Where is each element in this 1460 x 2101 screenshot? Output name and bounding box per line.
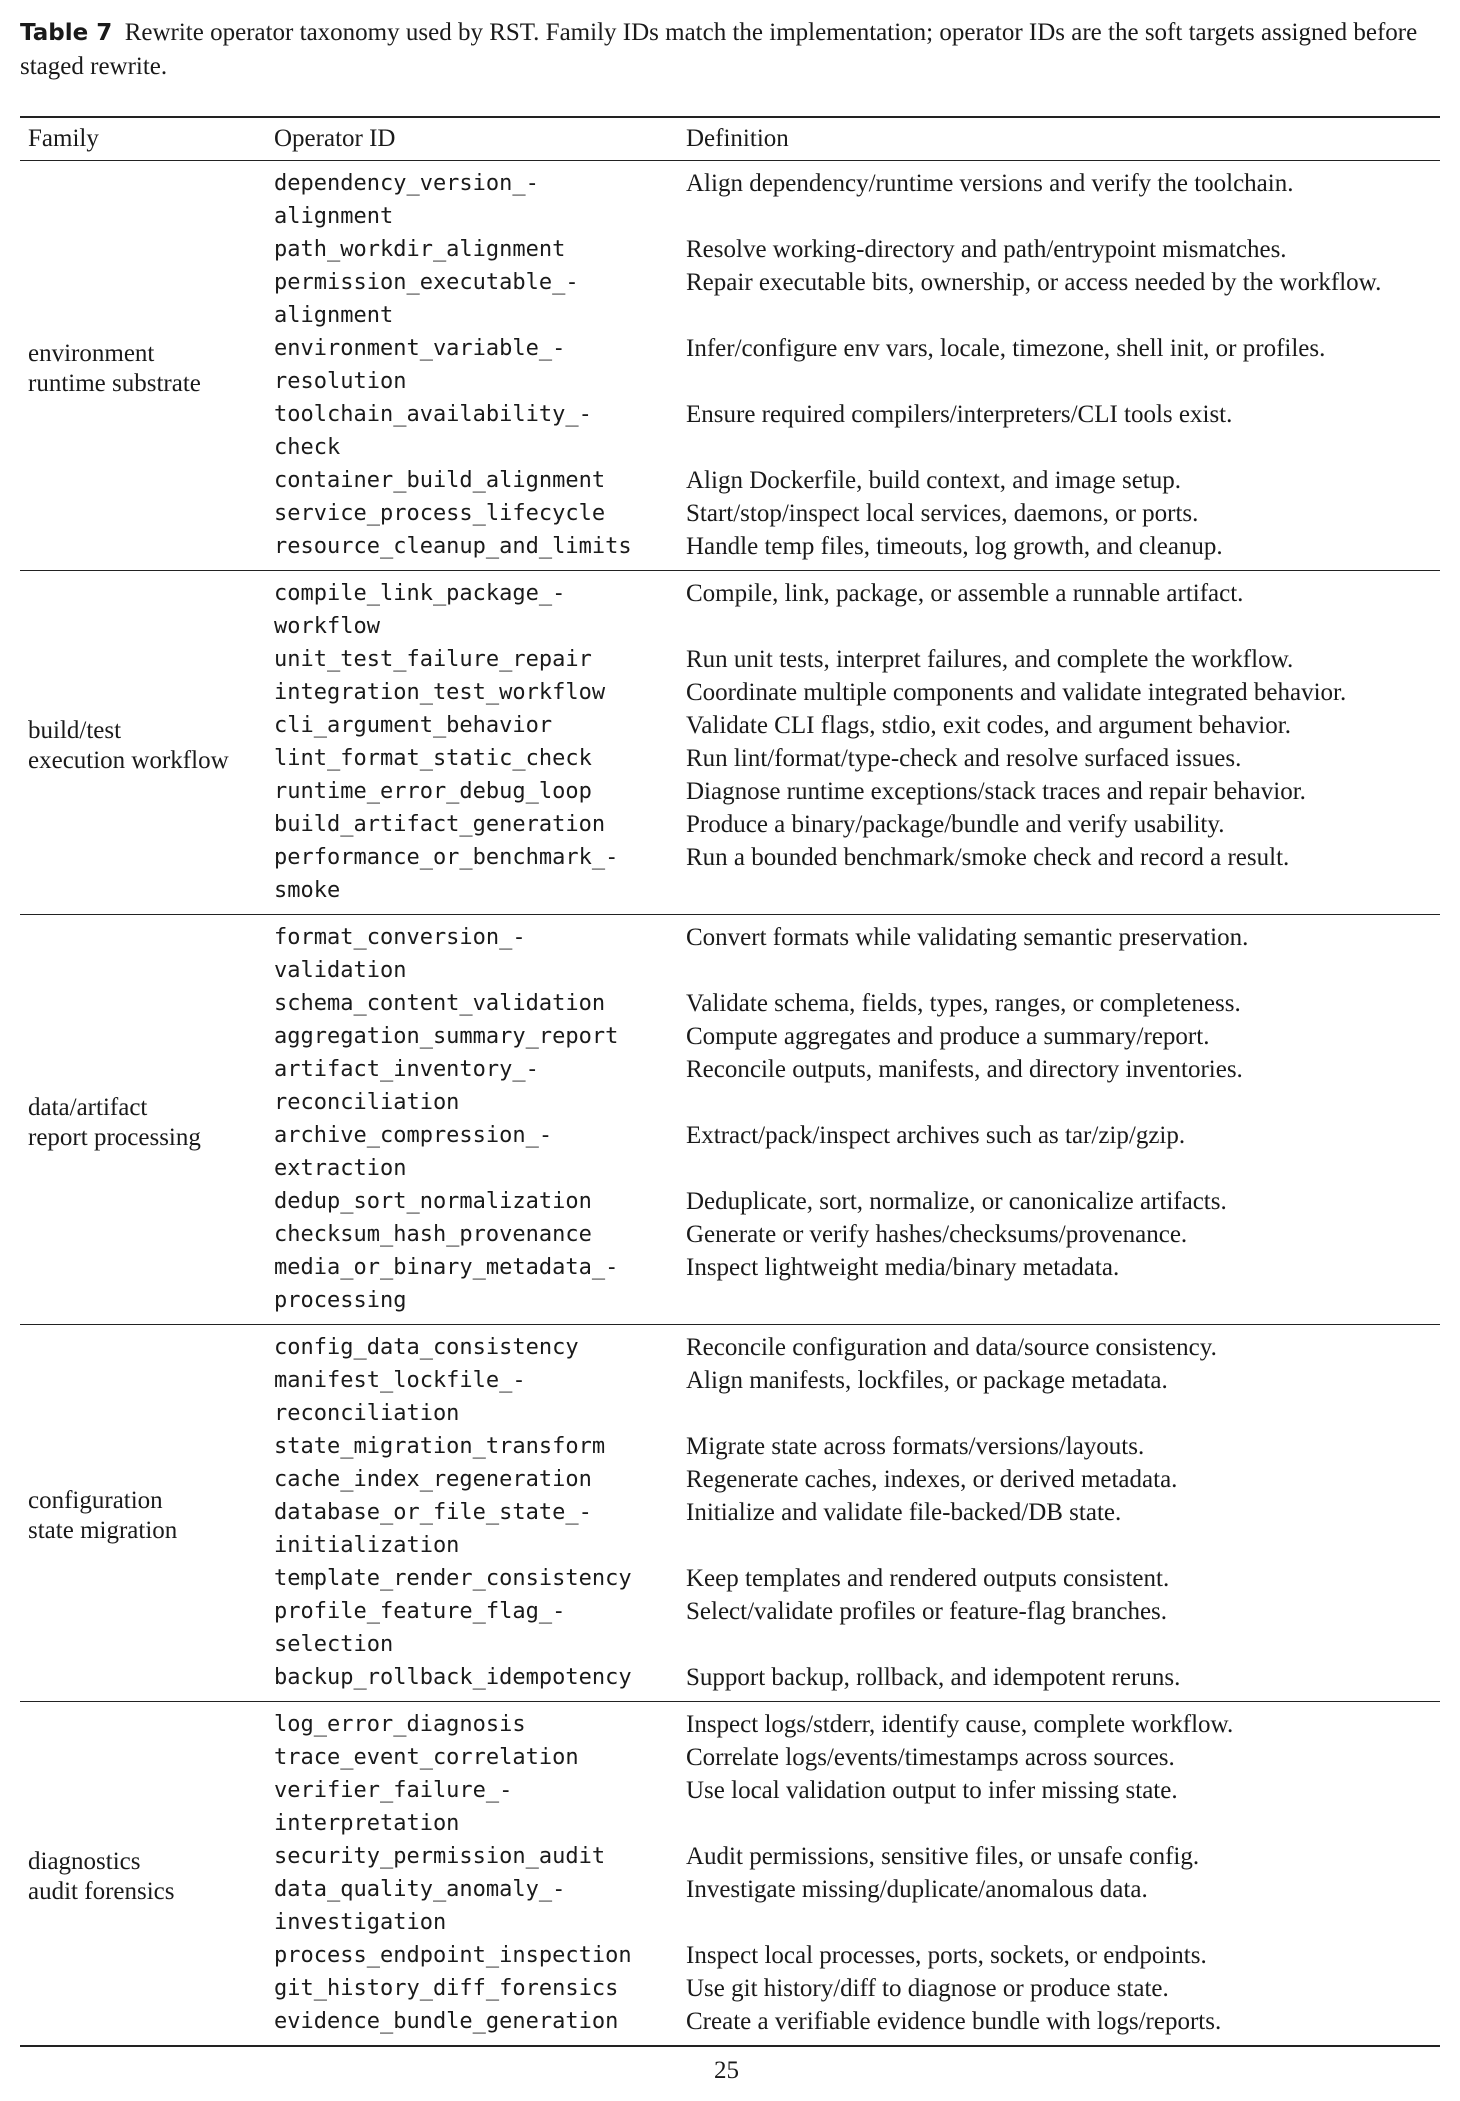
family-label: report processing	[28, 1123, 201, 1151]
operator-id-cell	[266, 266, 678, 332]
family-group	[20, 1702, 1440, 2047]
definition-cell: Initialize and validate file-backed/DB state.	[686, 1499, 1122, 1526]
definition-cell: Use local validation output to infer missing state.	[686, 1777, 1178, 1804]
operator-id-cell	[266, 841, 678, 915]
family-cell	[20, 161, 266, 571]
caption-text: Rewrite operator taxonomy used by RST. Family IDs match the implementation; operator IDs are the soft targets assigned before staged rewrite.	[20, 19, 1418, 80]
definition-cell: Support backup, rollback, and idempotent reruns.	[686, 1664, 1181, 1691]
operator-id-line: data_quality_anomaly_-	[274, 1877, 566, 1902]
operator-id-line: dedup_sort_normalization	[274, 1189, 592, 1214]
family-group	[20, 571, 1440, 915]
table-header	[20, 117, 1440, 161]
operator-id-line: archive_compression_-	[274, 1123, 553, 1148]
operator-id-line: resolution	[274, 369, 407, 394]
family-group	[20, 161, 1440, 571]
definition-cell: Create a verifiable evidence bundle with logs/reports.	[686, 2008, 1222, 2035]
operator-id-cell	[266, 1595, 678, 1661]
definition-cell: Deduplicate, sort, normalize, or canonicalize artifacts.	[686, 1188, 1227, 1215]
operator-id-line: environment_variable_-	[274, 336, 566, 361]
operator-id-cell	[266, 1325, 678, 1365]
table-row	[20, 1325, 1440, 1365]
operator-id-line: media_or_binary_metadata_-	[274, 1255, 619, 1280]
family-cell	[20, 1702, 266, 2047]
operator-id-line: template_render_consistency	[274, 1566, 632, 1591]
operator-id-line: artifact_inventory_-	[274, 1057, 539, 1082]
definition-cell: Inspect local processes, ports, sockets, or endpoints.	[686, 1942, 1207, 1969]
operator-id-cell	[266, 742, 678, 775]
operator-id-cell	[266, 2005, 678, 2046]
table-row	[20, 571, 1440, 644]
operator-id-cell	[266, 1939, 678, 1972]
operator-id-cell	[266, 233, 678, 266]
family-group	[20, 1325, 1440, 1702]
operator-id-cell	[266, 1430, 678, 1463]
operator-id-line: unit_test_failure_repair	[274, 647, 592, 672]
definition-cell: Audit permissions, sensitive files, or unsafe config.	[686, 1843, 1200, 1870]
operator-id-line: permission_executable_-	[274, 270, 579, 295]
definition-cell: Handle temp files, timeouts, log growth, and cleanup.	[686, 533, 1223, 560]
operator-id-line: checksum_hash_provenance	[274, 1222, 592, 1247]
operator-id-cell	[266, 530, 678, 571]
operator-id-cell	[266, 1364, 678, 1430]
operator-id-line: config_data_consistency	[274, 1335, 579, 1360]
family-cell	[20, 1325, 266, 1702]
operator-id-cell	[266, 1251, 678, 1325]
operator-id-line: trace_event_correlation	[274, 1745, 579, 1770]
operator-id-line: extraction	[274, 1156, 407, 1181]
operator-id-line: verifier_failure_-	[274, 1778, 513, 1803]
operator-id-cell	[266, 332, 678, 398]
operator-id-line: lint_format_static_check	[274, 746, 592, 771]
operator-id-line: integration_test_workflow	[274, 680, 606, 705]
operator-id-line: cache_index_regeneration	[274, 1467, 592, 1492]
definition-cell: Migrate state across formats/versions/layouts.	[686, 1433, 1145, 1460]
family-label: data/artifact	[28, 1093, 148, 1121]
operator-id-cell	[266, 1185, 678, 1218]
operator-id-line: profile_feature_flag_-	[274, 1599, 566, 1624]
operator-id-line: reconciliation	[274, 1401, 460, 1426]
definition-cell: Align Dockerfile, build context, and image setup.	[686, 467, 1182, 494]
operator-id-cell	[266, 1840, 678, 1873]
definition-cell: Ensure required compilers/interpreters/CLI tools exist.	[686, 401, 1233, 428]
definition-cell: Investigate missing/duplicate/anomalous data.	[686, 1876, 1148, 1903]
operator-id-line: check	[274, 435, 341, 460]
family-label: runtime substrate	[28, 369, 201, 397]
operator-id-cell	[266, 1562, 678, 1595]
operator-id-line: toolchain_availability_-	[274, 402, 592, 427]
definition-cell: Run lint/format/type-check and resolve surfaced issues.	[686, 745, 1242, 772]
definition-cell: Coordinate multiple components and validate integrated behavior.	[686, 679, 1347, 706]
header-operator-id: Operator ID	[274, 125, 396, 152]
operator-id-line: compile_link_package_-	[274, 581, 566, 606]
table-caption	[20, 16, 1440, 83]
operator-id-cell	[266, 1463, 678, 1496]
operator-id-cell	[266, 1873, 678, 1939]
operator-id-line: path_workdir_alignment	[274, 237, 566, 262]
operator-id-cell	[266, 398, 678, 464]
operator-id-line: backup_rollback_idempotency	[274, 1665, 632, 1690]
operator-id-line: git_history_diff_forensics	[274, 1976, 619, 2001]
operator-id-cell	[266, 464, 678, 497]
operator-id-cell	[266, 987, 678, 1020]
definition-cell: Extract/pack/inspect archives such as tar/zip/gzip.	[686, 1122, 1186, 1149]
operator-id-line: dependency_version_-	[274, 171, 539, 196]
definition-cell: Inspect lightweight media/binary metadata.	[686, 1254, 1120, 1281]
definition-cell: Align manifests, lockfiles, or package metadata.	[686, 1367, 1168, 1394]
operator-id-cell	[266, 676, 678, 709]
operator-id-line: smoke	[274, 878, 341, 903]
definition-cell: Compile, link, package, or assemble a runnable artifact.	[686, 580, 1244, 607]
operator-id-cell	[266, 775, 678, 808]
family-label: build/test	[28, 716, 122, 744]
definition-cell: Validate CLI flags, stdio, exit codes, and argument behavior.	[686, 712, 1291, 739]
family-label: environment	[28, 339, 155, 367]
operator-id-line: resource_cleanup_and_limits	[274, 534, 632, 559]
operator-id-line: alignment	[274, 303, 394, 328]
caption-label: Table 7	[20, 20, 113, 46]
operator-id-line: state_migration_transform	[274, 1434, 606, 1459]
operator-id-line: log_error_diagnosis	[274, 1712, 526, 1737]
operator-taxonomy-table	[20, 116, 1440, 2047]
operator-id-line: runtime_error_debug_loop	[274, 779, 592, 804]
operator-id-cell	[266, 1218, 678, 1251]
definition-cell: Use git history/diff to diagnose or produce state.	[686, 1975, 1169, 2002]
family-label: configuration	[28, 1487, 163, 1514]
operator-id-line: process_endpoint_inspection	[274, 1943, 632, 1968]
table-row	[20, 161, 1440, 234]
family-label: audit forensics	[28, 1877, 175, 1905]
definition-cell: Run unit tests, interpret failures, and complete the workflow.	[686, 646, 1294, 673]
header-definition: Definition	[686, 125, 789, 152]
table-row	[20, 915, 1440, 988]
operator-id-cell	[266, 1020, 678, 1053]
operator-id-line: validation	[274, 958, 407, 983]
definition-cell: Run a bounded benchmark/smoke check and record a result.	[686, 844, 1290, 871]
definition-cell: Correlate logs/events/timestamps across sources.	[686, 1744, 1175, 1771]
definition-cell: Inspect logs/stderr, identify cause, complete workflow.	[686, 1711, 1234, 1738]
table-row	[20, 1702, 1440, 1742]
operator-id-line: format_conversion_-	[274, 925, 526, 950]
definition-cell: Infer/configure env vars, locale, timezone, shell init, or profiles.	[686, 335, 1326, 362]
family-label: execution workflow	[28, 746, 229, 774]
operator-id-cell	[266, 709, 678, 742]
definition-cell: Produce a binary/package/bundle and verify usability.	[686, 811, 1225, 838]
operator-id-cell	[266, 808, 678, 841]
family-group	[20, 915, 1440, 1325]
operator-id-cell	[266, 1702, 678, 1742]
operator-id-cell	[266, 1972, 678, 2005]
page-number: 25	[714, 2057, 739, 2084]
operator-id-cell	[266, 1661, 678, 1702]
definition-cell: Regenerate caches, indexes, or derived metadata.	[686, 1466, 1178, 1493]
operator-id-cell	[266, 1496, 678, 1562]
operator-id-line: selection	[274, 1632, 394, 1657]
operator-id-cell	[266, 1053, 678, 1119]
family-label: state migration	[28, 1517, 178, 1544]
operator-id-cell	[266, 497, 678, 530]
definition-cell: Start/stop/inspect local services, daemons, or ports.	[686, 500, 1199, 527]
operator-id-cell	[266, 643, 678, 676]
operator-id-line: reconciliation	[274, 1090, 460, 1115]
family-label: diagnostics	[28, 1847, 141, 1875]
operator-id-line: initialization	[274, 1533, 460, 1558]
operator-id-line: workflow	[274, 614, 380, 639]
operator-id-line: service_process_lifecycle	[274, 501, 606, 526]
operator-id-line: build_artifact_generation	[274, 812, 606, 837]
operator-id-line: schema_content_validation	[274, 991, 606, 1016]
operator-id-cell	[266, 1774, 678, 1840]
operator-id-line: alignment	[274, 204, 394, 229]
operator-id-line: aggregation_summary_report	[274, 1024, 619, 1049]
definition-cell: Reconcile configuration and data/source consistency.	[686, 1334, 1217, 1361]
operator-id-line: evidence_bundle_generation	[274, 2009, 619, 2034]
operator-id-line: performance_or_benchmark_-	[274, 845, 619, 870]
definition-cell: Validate schema, fields, types, ranges, or completeness.	[686, 990, 1241, 1017]
operator-id-cell	[266, 1119, 678, 1185]
operator-id-line: security_permission_audit	[274, 1844, 606, 1869]
family-cell	[20, 915, 266, 1325]
operator-id-line: manifest_lockfile_-	[274, 1368, 526, 1393]
definition-cell: Keep templates and rendered outputs consistent.	[686, 1565, 1170, 1592]
family-cell	[20, 571, 266, 915]
definition-cell: Compute aggregates and produce a summary/report.	[686, 1023, 1210, 1050]
definition-cell: Reconcile outputs, manifests, and directory inventories.	[686, 1056, 1243, 1083]
operator-id-cell	[266, 1741, 678, 1774]
operator-id-line: interpretation	[274, 1811, 460, 1836]
operator-id-line: database_or_file_state_-	[274, 1500, 592, 1525]
operator-id-cell	[266, 915, 678, 988]
operator-id-line: investigation	[274, 1910, 447, 1935]
definition-cell: Generate or verify hashes/checksums/provenance.	[686, 1221, 1188, 1248]
definition-cell: Select/validate profiles or feature-flag branches.	[686, 1598, 1168, 1625]
definition-cell: Diagnose runtime exceptions/stack traces and repair behavior.	[686, 778, 1306, 805]
operator-id-line: container_build_alignment	[274, 468, 606, 493]
header-family: Family	[28, 125, 99, 152]
operator-id-cell	[266, 571, 678, 644]
operator-id-line: processing	[274, 1288, 407, 1313]
definition-cell: Convert formats while validating semantic preservation.	[686, 924, 1249, 951]
definition-cell: Repair executable bits, ownership, or access needed by the workflow.	[686, 269, 1382, 296]
operator-id-cell	[266, 161, 678, 234]
definition-cell: Align dependency/runtime versions and verify the toolchain.	[686, 170, 1294, 197]
operator-id-line: cli_argument_behavior	[274, 713, 553, 738]
definition-cell: Resolve working-directory and path/entrypoint mismatches.	[686, 236, 1287, 263]
